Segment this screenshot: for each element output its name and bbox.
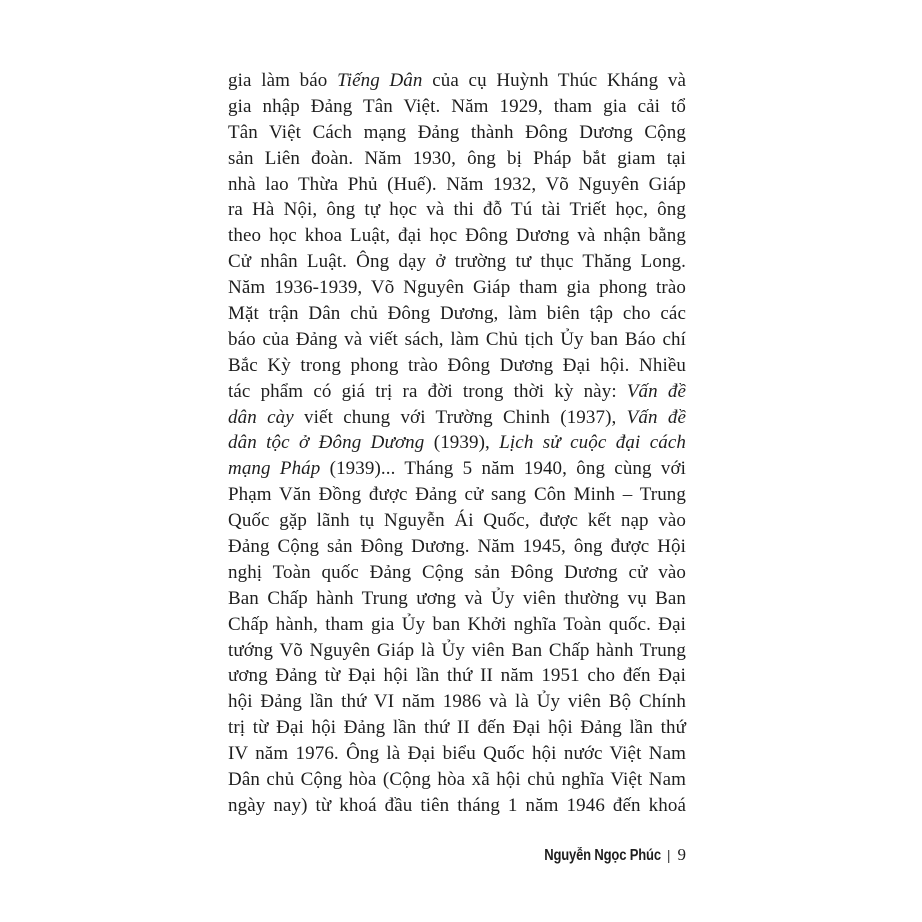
text-segment: viết chung với Trường Chinh (1937), [293,406,627,428]
text-segment: IV năm 1976. Ông là Đại biểu Quốc hội nước Việt Nam [228,743,686,765]
text-line [228,456,686,482]
text-segment: tác phẩm có giá trị ra đời trong thời kỳ này: [228,380,627,402]
body-text [228,68,686,819]
text-line [228,612,686,638]
footer-separator: | [666,847,671,863]
text-segment: (1939), [424,432,500,454]
text-segment: báo của Đảng và viết sách, làm Chủ tịch Ủy ban Báo chí [228,328,686,350]
text-line [228,249,686,275]
text-segment: hội Đảng lần thứ VI năm 1986 và là Ủy viên Bộ Chính [228,691,686,713]
text-segment: Cử nhân Luật. Ông dạy ở trường tư thục Thăng Long. [228,251,686,273]
text-segment: Chấp hành, tham gia Ủy ban Khởi nghĩa Toàn quốc. Đại [228,613,686,635]
text-segment: tướng Võ Nguyên Giáp là Ủy viên Ban Chấp hành Trung [228,639,686,661]
text-segment: theo học khoa Luật, đại học Đông Dương và nhận bằng [228,225,686,247]
text-line [228,379,686,405]
text-segment: trị từ Đại hội Đảng lần thứ II đến Đại hội Đảng lần thứ [228,717,686,739]
text-line [228,172,686,198]
text-line [228,638,686,664]
text-segment-italic: dân cày [228,406,294,428]
text-segment: Mặt trận Dân chủ Đông Dương, làm biên tập cho các [228,303,686,325]
text-segment: Dân chủ Cộng hòa (Cộng hòa xã hội chủ nghĩa Việt Nam [228,769,686,791]
text-line [228,146,686,172]
text-line [228,793,686,819]
text-segment: Bắc Kỳ trong phong trào Đông Dương Đại hội. Nhiều [228,354,686,376]
text-segment: nhà lao Thừa Phủ (Huế). Năm 1932, Võ Nguyên Giáp [228,173,686,195]
text-line [228,223,686,249]
text-segment: Phạm Văn Đồng được Đảng cử sang Côn Minh – Trung [228,484,686,506]
text-segment: ra Hà Nội, ông tự học và thi đỗ Tú tài Triết học, ông [228,199,686,221]
text-line [228,275,686,301]
text-segment: Năm 1936-1939, Võ Nguyên Giáp tham gia phong trào [228,277,686,299]
text-line [228,534,686,560]
text-line [228,586,686,612]
text-line [228,741,686,767]
text-line [228,94,686,120]
text-segment-italic: Vấn đề [626,406,687,428]
text-line [228,430,686,456]
text-line [228,715,686,741]
text-segment: nghị Toàn quốc Đảng Cộng sản Đông Dương cử vào [228,561,686,583]
text-segment: ương Đảng từ Đại hội lần thứ II năm 1951 cho đến Đại [228,665,686,687]
text-segment-italic: Lịch sử cuộc đại cách [499,432,686,454]
text-line [228,327,686,353]
text-segment-italic: Tiếng Dân [337,70,423,91]
text-segment: Ban Chấp hành Trung ương và Ủy viên thường vụ Ban [228,587,686,609]
text-line [228,197,686,223]
text-segment: Tân Việt Cách mạng Đảng thành Đông Dương Cộng [228,121,686,143]
page-footer [522,845,686,865]
footer-page-number: 9 [677,845,686,864]
text-segment: gia nhập Đảng Tân Việt. Năm 1929, tham gia cải tổ [228,95,686,117]
text-segment: (1939)... Tháng 5 năm 1940, ông cùng với [320,458,687,480]
text-segment-italic: mạng Pháp [228,458,321,480]
text-segment: của cụ Huỳnh Thúc Kháng và [422,70,686,91]
text-segment: sản Liên đoàn. Năm 1930, ông bị Pháp bắt giam tại [228,147,686,169]
text-segment-italic: Vấn đề [626,380,686,402]
text-line [228,482,686,508]
text-segment: gia làm báo [228,70,338,91]
text-segment-italic: dân tộc ở Đông Dương [228,432,425,454]
text-line [228,560,686,586]
text-line [228,405,686,431]
text-line [228,120,686,146]
text-segment: Đảng Cộng sản Đông Dương. Năm 1945, ông được Hội [228,536,686,558]
text-line [228,508,686,534]
footer-author: Nguyễn Ngọc Phúc [544,847,661,864]
text-line [228,68,686,94]
text-line [228,689,686,715]
text-segment: Quốc gặp lãnh tụ Nguyễn Ái Quốc, được kết nạp vào [228,510,686,532]
text-line [228,663,686,689]
text-line [228,353,686,379]
text-line [228,767,686,793]
text-segment: ngày nay) từ khoá đầu tiên tháng 1 năm 1946 đến khoá [228,794,686,816]
text-line [228,301,686,327]
